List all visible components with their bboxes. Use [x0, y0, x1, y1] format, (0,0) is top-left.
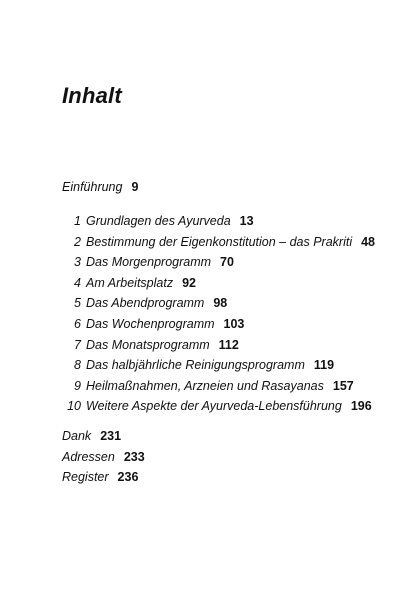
toc-entry-label: Einführung: [62, 180, 123, 194]
chapter-title: Das Monatsprogramm: [86, 337, 210, 352]
chapter-title: Grundlagen des Ayurveda: [86, 214, 231, 228]
chapter-number: 5: [74, 296, 81, 311]
chapter-title: Bestimmung der Eigenkonstitution – das Prakriti: [86, 234, 353, 249]
chapter-page: 98: [213, 296, 228, 311]
toc-chapter-entry: [62, 275, 375, 296]
toc-chapter-entry: [62, 378, 375, 399]
chapter-title: Am Arbeitsplatz: [86, 275, 174, 290]
chapter-number: 9: [74, 378, 81, 393]
chapter-number: 2: [74, 234, 81, 249]
toc-chapter-entry: [62, 234, 375, 255]
toc-chapter-entry: [62, 357, 375, 378]
chapter-page: 196: [350, 399, 372, 414]
chapter-number: 4: [74, 275, 81, 290]
chapter-page: 103: [223, 316, 245, 331]
toc-chapter-entry: [62, 213, 375, 234]
toc-title: Inhalt: [62, 83, 122, 108]
toc-chapter-entry: [62, 337, 375, 358]
chapter-number: 1: [74, 214, 81, 228]
toc-chapter-entry: [62, 295, 375, 316]
chapter-title: Das Morgenprogramm: [86, 255, 212, 270]
chapter-page: 13: [239, 214, 254, 228]
chapter-page: 92: [182, 275, 196, 290]
chapter-title: Weitere Aspekte der Ayurveda-Lebensführung: [86, 399, 342, 414]
chapter-title: Das Abendprogramm: [86, 296, 205, 311]
back-entry-label: Dank: [62, 429, 92, 443]
toc-entry-page: 9: [131, 180, 139, 194]
back-entry-page: 236: [117, 470, 139, 485]
toc-entry-intro: [62, 179, 138, 195]
chapter-number: 6: [74, 316, 81, 331]
toc-chapter-entry: [62, 398, 375, 419]
chapter-number: 7: [74, 337, 81, 352]
toc-chapter-entry: [62, 316, 375, 337]
chapter-page: 112: [218, 337, 239, 352]
toc-back-entry: [62, 428, 145, 449]
back-entry-label: Register: [62, 470, 109, 485]
chapter-page: 119: [313, 358, 335, 373]
chapter-number: 3: [74, 255, 81, 270]
back-entry-page: 231: [100, 429, 122, 443]
toc-back-entry: [62, 449, 145, 470]
chapter-title: Das Wochenprogramm: [86, 316, 215, 331]
chapter-number: 8: [74, 358, 81, 373]
chapter-list: [62, 213, 375, 419]
toc-chapter-entry: [62, 254, 375, 275]
chapter-page: 70: [220, 255, 234, 270]
back-entry-page: 233: [123, 449, 145, 464]
back-entry-label: Adressen: [62, 449, 115, 464]
chapter-number: 10: [67, 399, 81, 414]
chapter-title: Das halbjährliche Reinigungsprogramm: [86, 358, 305, 373]
chapter-page: 48: [361, 234, 376, 249]
chapter-title: Heilmaßnahmen, Arzneien und Rasayanas: [86, 378, 324, 393]
back-matter-list: [62, 428, 145, 490]
toc-back-entry: [62, 469, 145, 490]
chapter-page: 157: [332, 378, 354, 393]
